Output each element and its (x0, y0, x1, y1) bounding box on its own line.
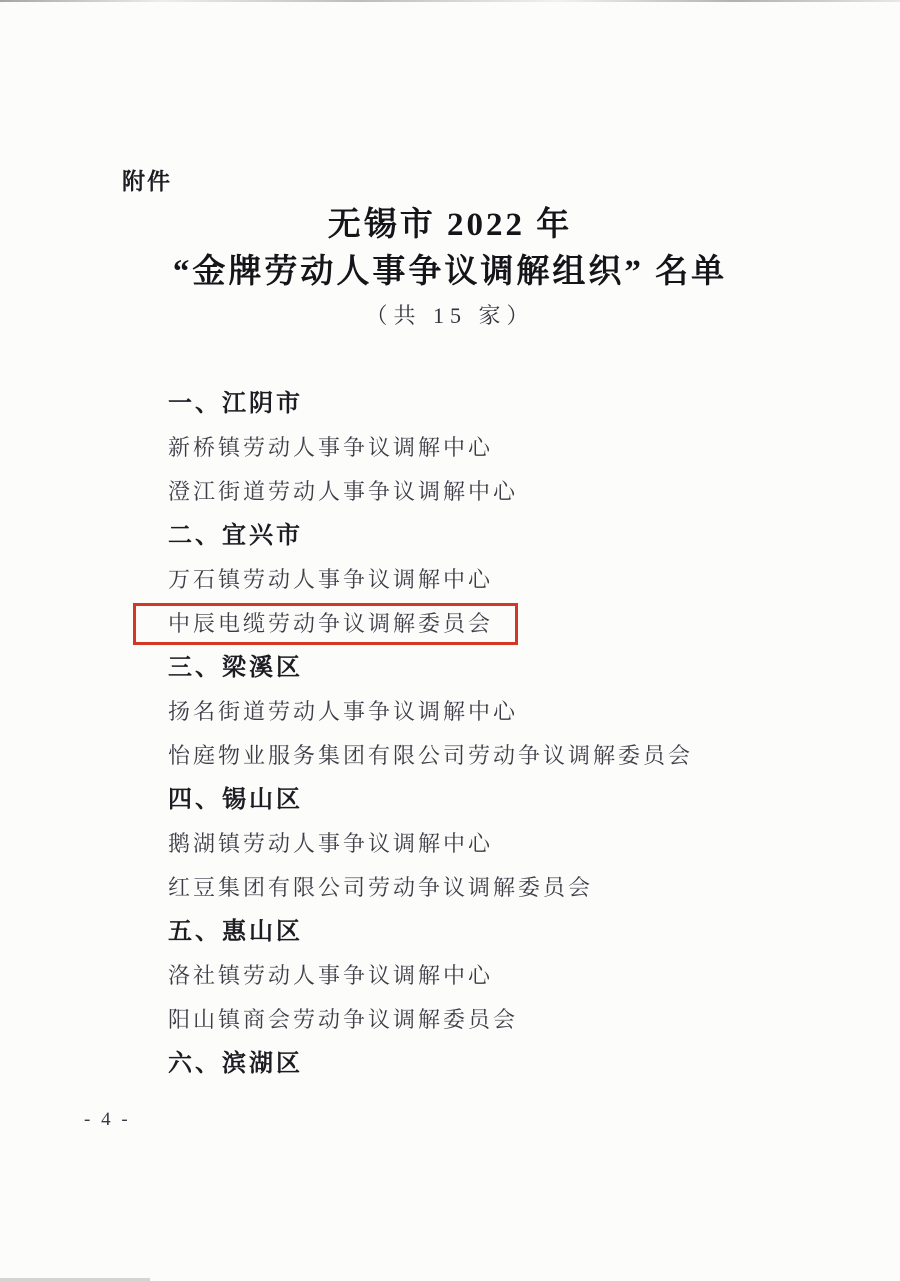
attachment-label: 附件 (122, 168, 172, 194)
section-heading-xishan: 四、锡山区 (168, 786, 303, 813)
list-item-label: 中辰电缆劳动争议调解委员会 (168, 611, 494, 636)
document-title-line2: “金牌劳动人事争议调解组织” 名单 (172, 254, 728, 290)
organization-list (168, 382, 788, 1086)
list-item: 万石镇劳动人事争议调解中心 (168, 567, 494, 592)
list-item: 扬名街道劳动人事争议调解中心 (168, 699, 519, 724)
page-number: - 4 - (84, 1109, 131, 1130)
list-item: 澄江街道劳动人事争议调解中心 (168, 479, 519, 504)
list-item: 怡庭物业服务集团有限公司劳动争议调解委员会 (168, 743, 694, 768)
list-item: 鹅湖镇劳动人事争议调解中心 (168, 831, 494, 856)
scan-edge-top (0, 0, 900, 2)
section-heading-huishan: 五、惠山区 (168, 918, 303, 945)
section-heading-binhu: 六、滨湖区 (168, 1050, 303, 1077)
list-item-highlighted (168, 602, 788, 646)
section-heading-jiangyin: 一、江阴市 (168, 390, 303, 417)
document-subtitle: （共 15 家） (365, 303, 535, 328)
highlight-box (133, 603, 518, 645)
section-heading-liangxi: 三、梁溪区 (168, 654, 303, 681)
list-item: 阳山镇商会劳动争议调解委员会 (168, 1007, 519, 1032)
list-item: 新桥镇劳动人事争议调解中心 (168, 435, 494, 460)
list-item: 洛社镇劳动人事争议调解中心 (168, 963, 494, 988)
document-title-line1: 无锡市 2022 年 (327, 207, 573, 243)
list-item: 红豆集团有限公司劳动争议调解委员会 (168, 875, 594, 900)
document-title (0, 202, 900, 296)
section-heading-yixing: 二、宜兴市 (168, 522, 303, 549)
